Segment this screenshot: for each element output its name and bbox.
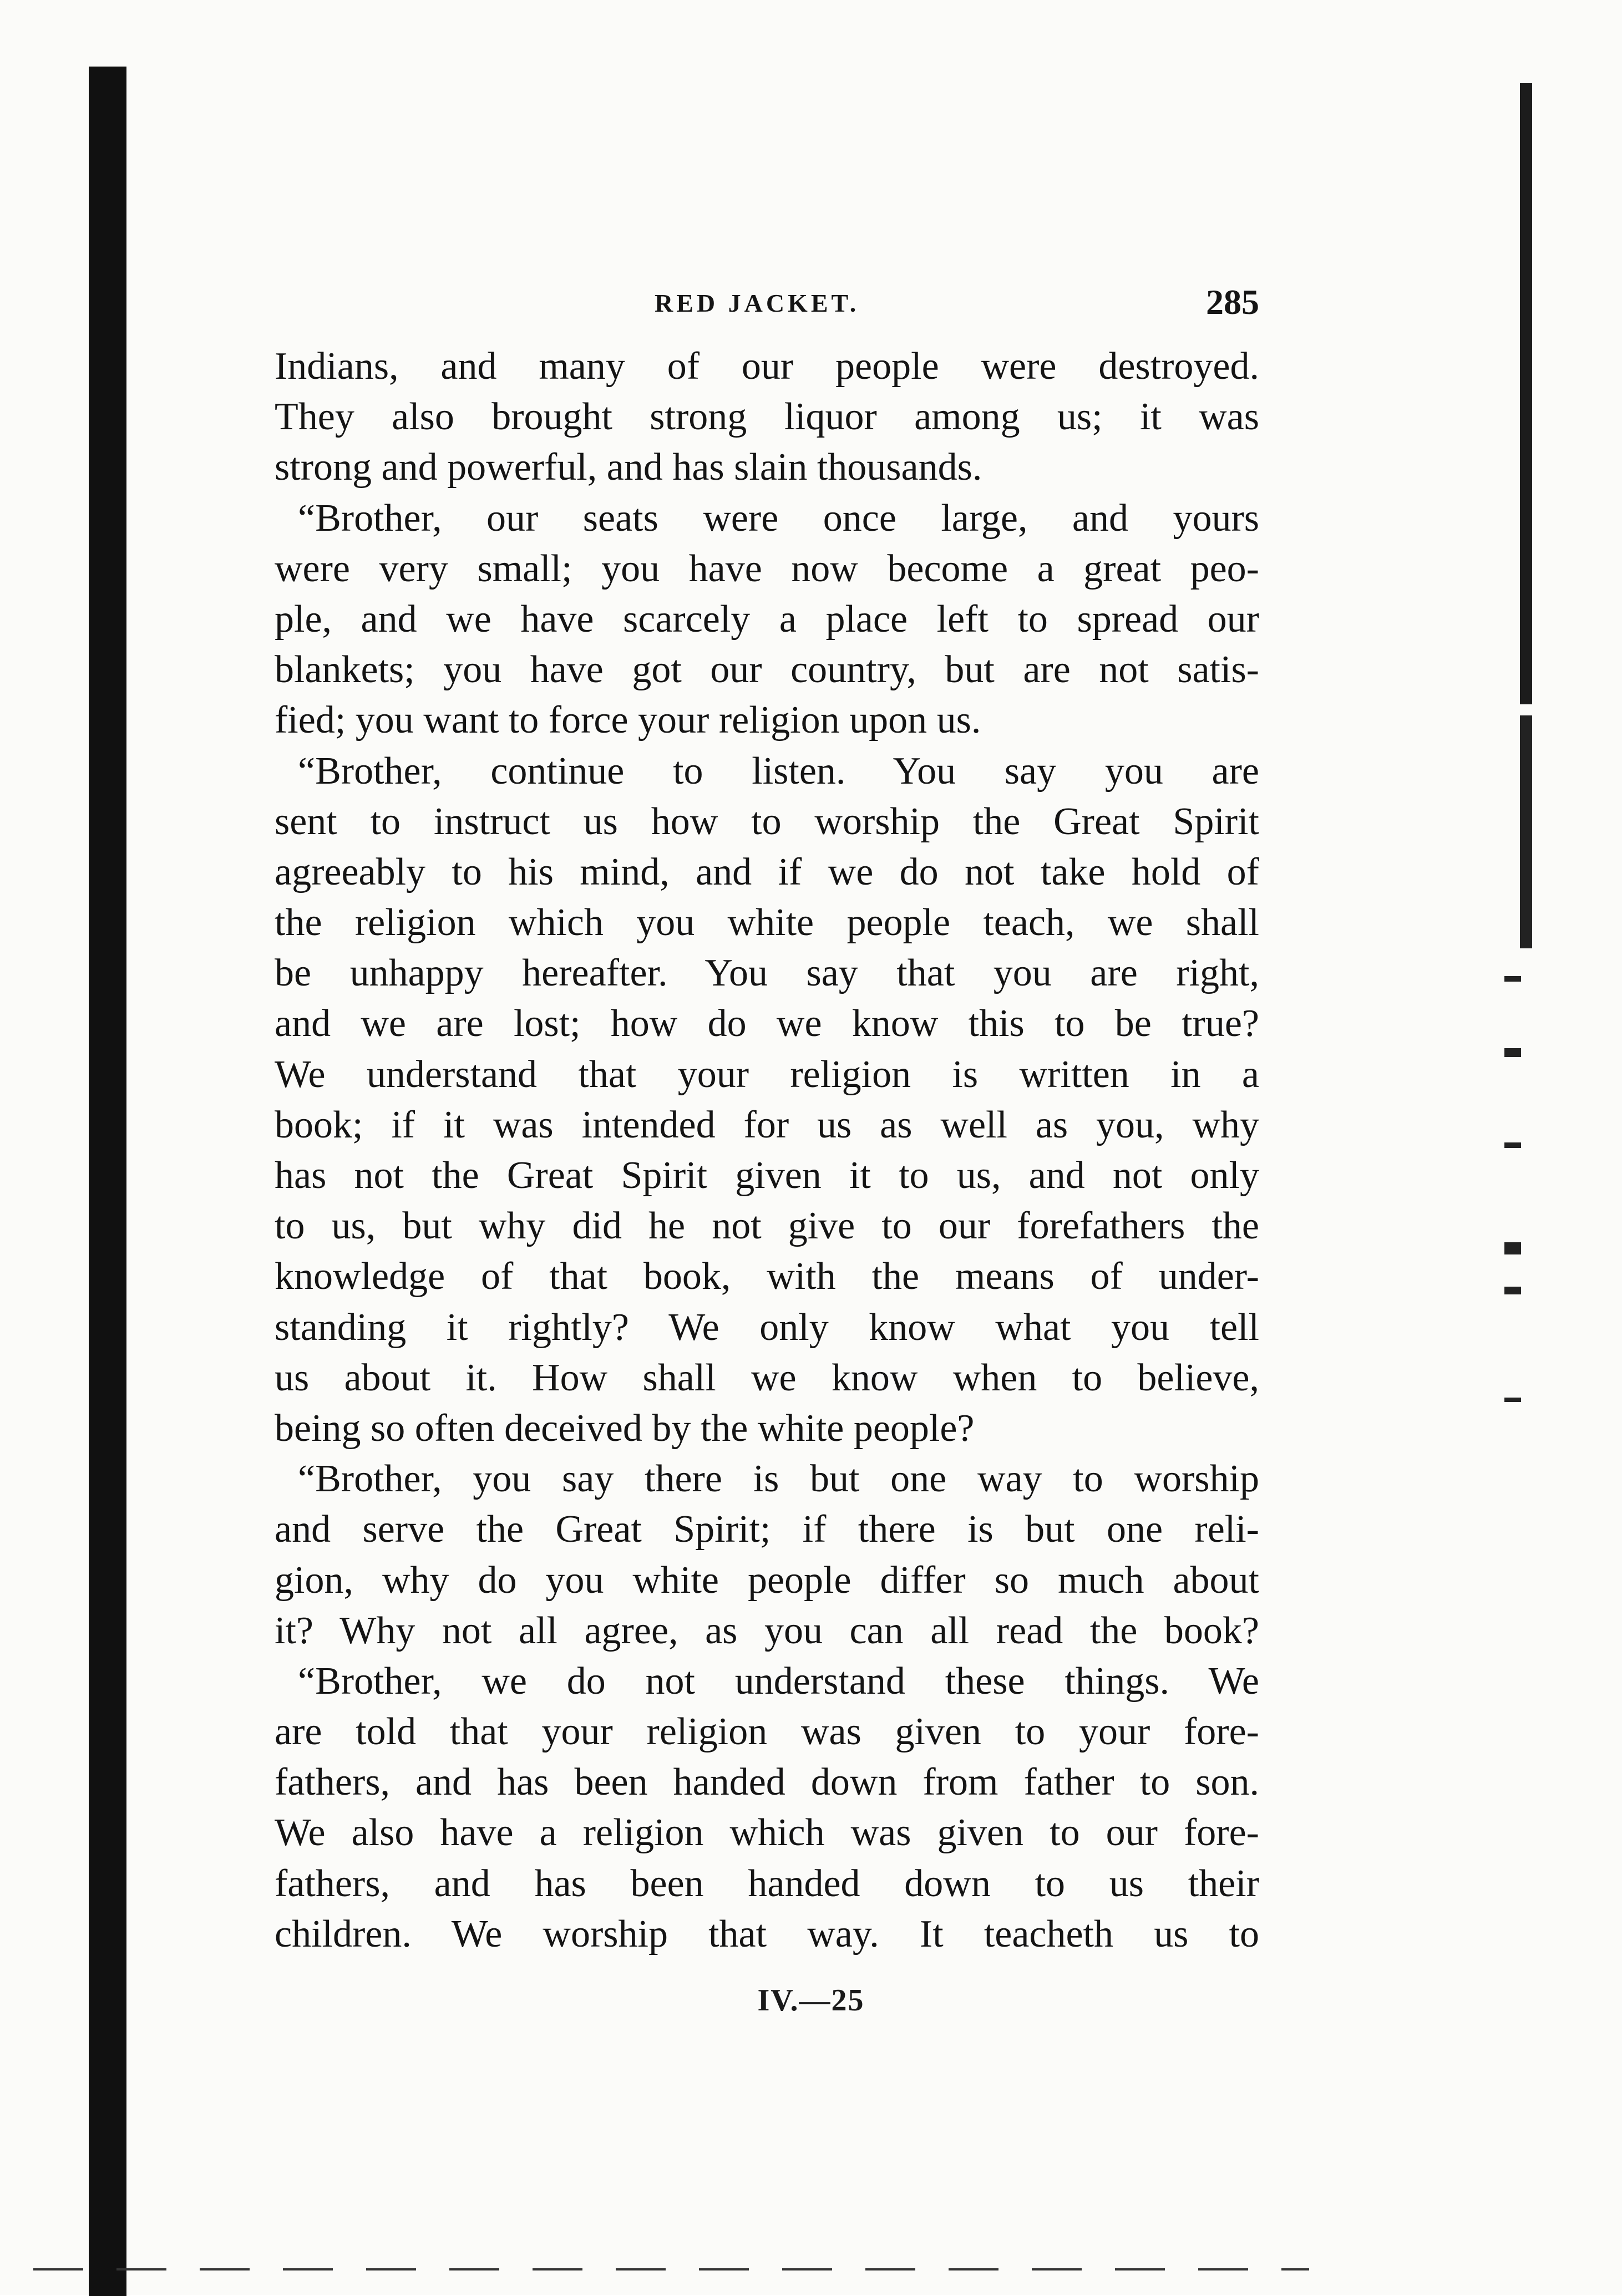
text-line: gion, why do you white people differ so much about [275, 1558, 1259, 1602]
text-line: has not the Great Spirit given it to us, and not only [275, 1154, 1259, 1197]
text-line: We understand that your religion is written in a [275, 1053, 1259, 1096]
text-line: ple, and we have scarcely a place left to spread our [275, 597, 1259, 641]
text-line: to us, but why did he not give to our forefathers the [275, 1205, 1259, 1248]
page-number: 285 [1206, 282, 1259, 322]
text-line: Indians, and many of our people were destroyed. [275, 345, 1259, 388]
text-line: be unhappy hereafter. You say that you are right, [275, 952, 1259, 995]
text-line: fied; you want to force your religion upon us. [275, 699, 981, 742]
text-line: book; if it was intended for us as well as you, why [275, 1103, 1259, 1146]
text-line: and serve the Great Spirit; if there is but one reli- [275, 1508, 1259, 1551]
text-line: fathers, and has been handed down to us their [275, 1862, 1259, 1905]
text-line: the religion which you white people teach, we shall [275, 901, 1259, 944]
text-line: “Brother, we do not understand these things. We [298, 1659, 1259, 1703]
scan-bottom-edge [33, 2268, 1309, 2270]
text-line: it? Why not all agree, as you can all read the book? [275, 1609, 1259, 1652]
text-line: blankets; you have got our country, but are not satis- [275, 648, 1259, 692]
text-line: strong and powerful, and has slain thousands. [275, 446, 982, 489]
scan-edge-shadow-lower [1520, 715, 1532, 948]
text-line: “Brother, you say there is but one way to worship [298, 1457, 1259, 1501]
text-line: sent to instruct us how to worship the Great Spirit [275, 800, 1259, 843]
running-head [277, 282, 1259, 321]
scan-edge-shadow [1520, 83, 1532, 704]
text-line: “Brother, our seats were once large, and yours [298, 496, 1259, 540]
text-line: were very small; you have now become a great peo- [275, 547, 1259, 590]
text-line: children. We worship that way. It teacheth us to [275, 1912, 1259, 1955]
text-line: We also have a religion which was given to our fore- [275, 1811, 1259, 1855]
signature-mark: IV.—25 [757, 1983, 865, 2018]
text-line: are told that your religion was given to your fore- [275, 1710, 1259, 1754]
text-line: agreeably to his mind, and if we do not take hold of [275, 850, 1259, 893]
body-text [275, 341, 1259, 1959]
text-line: and we are lost; how do we know this to be true? [275, 1002, 1259, 1045]
text-line: being so often deceived by the white people? [275, 1406, 975, 1450]
scan-margin-shadow [89, 67, 126, 2296]
running-title: RED JACKET. [655, 289, 860, 317]
text-line: “Brother, continue to listen. You say you are [298, 749, 1259, 793]
text-line: us about it. How shall we know when to believe, [275, 1356, 1259, 1399]
text-line: They also brought strong liquor among us; it was [275, 395, 1259, 439]
text-line: fathers, and has been handed down from father to son. [275, 1761, 1259, 1804]
text-line: knowledge of that book, with the means of under- [275, 1255, 1259, 1298]
text-line: standing it rightly? We only know what you tell [275, 1306, 1259, 1349]
